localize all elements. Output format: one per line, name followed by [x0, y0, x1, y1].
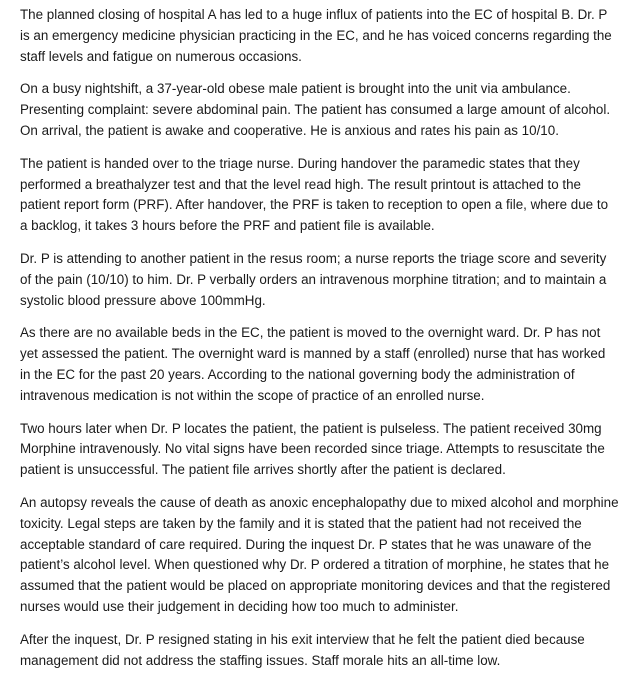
paragraph-resignation: After the inquest, Dr. P resigned stating in his exit interview that he felt the patient died because management did not address the staffing issues. Staff morale hits an all-time low. [20, 631, 585, 668]
paragraph-morphine-order: Dr. P is attending to another patient in the resus room; a nurse reports the triage score and severity of the pain (10/10) to him. Dr. P verbally orders an intravenous morphine titration; and to maintain a systolic blood pressure above 100mmHg. [20, 250, 607, 308]
paragraph-patient-pulseless: Two hours later when Dr. P locates the patient, the patient is pulseless. The patient received 30mg Morphine intravenously. No vital signs have been recorded since triage. Attempts to resuscitate the patient is unsuccessful. The patient file arrives shortly after the patient is declared. [20, 420, 605, 478]
paragraph-overnight-ward: As there are no available beds in the EC, the patient is moved to the overnight ward. Dr. P has not yet assessed the patient. The overnight ward is manned by a staff (enrolled) nurse that has worked in the EC for the past 20 years. According to the national governing body the administration of intravenous medication is not within the scope of practice of an enrolled nurse. [20, 325, 606, 403]
paragraph-triage-handover: The patient is handed over to the triage nurse. During handover the paramedic states that they performed a breathalyzer test and that the level read high. The result printout is attached to the patient report form (PRF). After handover, the PRF is taken to reception to open a file, where due to a backlog, it takes 3 hours before the PRF and patient file is available. [20, 155, 609, 234]
paragraph-hospital-closure: The planned closing of hospital A has led to a huge influx of patients into the EC of hospital B. Dr. P is an emergency medicine physician practicing in the EC, and he has voiced concerns regarding the staff levels and fatigue on numerous occasions. [20, 7, 612, 64]
paragraph-patient-arrival: On a busy nightshift, a 37-year-old obese male patient is brought into the unit via ambulance. Presenting complaint: severe abdominal pain. The patient has consumed a large amount of alcohol. On arrival, the patient is awake and cooperative. He is anxious and rates his pain as 10/10. [20, 81, 611, 138]
paragraph-autopsy-inquest: An autopsy reveals the cause of death as anoxic encephalopathy due to mixed alcohol and morphine toxicity. Legal steps are taken by the family and it is stated that the patient had not received the acceptable standard of care required. During the inquest Dr. P states that he was unaware of the patient’s alcohol level. When questioned why Dr. P ordered a titration of morphine, he states that he assumed that the patient would be placed on appropriate monitoring devices and that the registered nurses would use their judgement in deciding how too much to administer. [20, 494, 619, 614]
